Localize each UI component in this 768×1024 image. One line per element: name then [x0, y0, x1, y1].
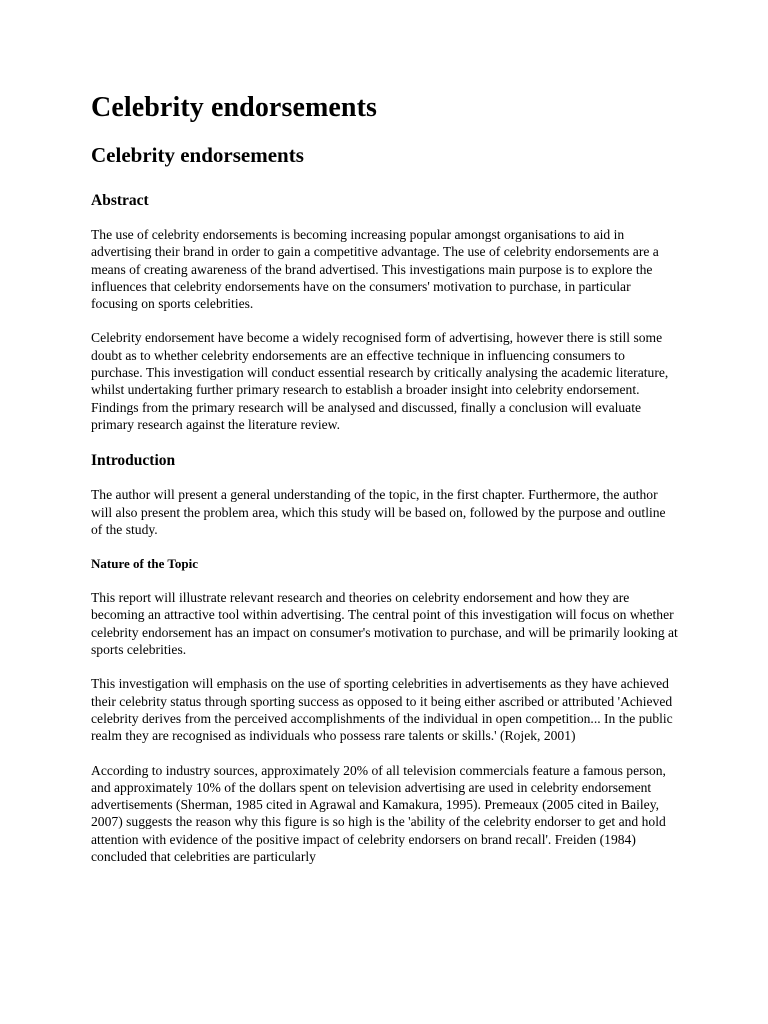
abstract-paragraph-2: Celebrity endorsement have become a widely recognised form of advertising, however there is still some doubt as to whether celebrity endorsements are an effective technique in influencing consumers to purchase. This investigation will conduct essential research by critically analysing the academic literature, whilst undertaking further primary research to establish a broader insight into celebrity endorsement. Findings from the primary research will be analysed and discussed, finally a conclusion will evaluate primary research against the literature review.: [91, 330, 669, 432]
nature-of-topic-heading: Nature of the Topic: [91, 556, 199, 572]
document-title: Celebrity endorsements: [91, 92, 378, 123]
document-subtitle: Celebrity endorsements: [91, 143, 304, 167]
abstract-heading: Abstract: [91, 192, 149, 209]
introduction-paragraph: The author will present a general understanding of the topic, in the first chapter. Furthermore, the author will also present the problem area, which this study will be based on, followed by the purpose and outline of the study.: [91, 487, 666, 537]
abstract-paragraph-1: The use of celebrity endorsements is becoming increasing popular amongst organisations to aid in advertising their brand in order to gain a competitive advantage. The use of celebrity endorsements are a means of creating awareness of the brand advertised. This investigations main purpose is to explore the influences that celebrity endorsements have on the consumers' motivation to purchase, in particular focusing on sports celebrities.: [91, 227, 659, 312]
nature-of-topic-paragraph-1: This report will illustrate relevant research and theories on celebrity endorsement and how they are becoming an attractive tool within advertising. The central point of this investigation will focus on whether celebrity endorsement has an impact on consumer's motivation to purchase, and will be primarily looking at sports celebrities.: [91, 590, 678, 658]
introduction-heading: Introduction: [91, 452, 176, 470]
document-page: [91, 88, 679, 865]
nature-of-topic-paragraph-2: This investigation will emphasis on the use of sporting celebrities in advertisements as they have achieved their celebrity status through sporting success as opposed to it being either ascribed or attributed 'Achieved celebrity derives from the perceived accomplishments of the individual in open competition... In the public realm they are recognised as individuals who possess rare talents or skills.' (Rojek, 2001): [91, 676, 673, 744]
nature-of-topic-paragraph-3: According to industry sources, approximately 20% of all television commercials feature a famous person, and approximately 10% of the dollars spent on television advertising are used in celebrity endorsement advertisements (Sherman, 1985 cited in Agrawal and Kamakura, 1995). Premeaux (2005 cited in Bailey, 2007) suggests the reason why this figure is so high is the 'ability of the celebrity endorser to get and hold attention with evidence of the positive impact of celebrity endorsers on brand recall'. Freiden (1984) concluded that celebrities are particularly: [91, 762, 666, 865]
